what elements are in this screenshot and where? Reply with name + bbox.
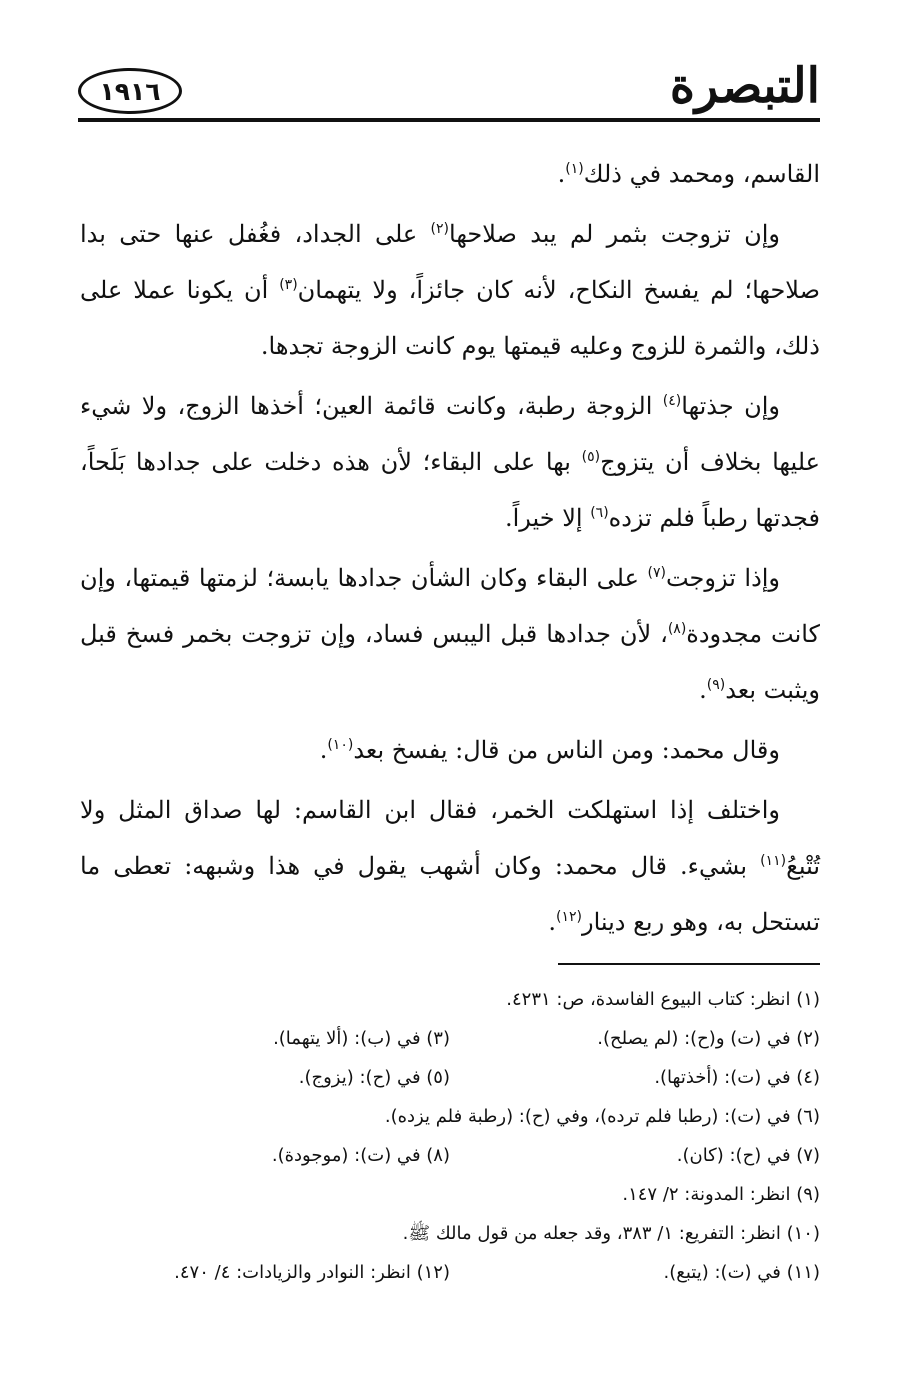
footnote-row: [80, 1097, 820, 1136]
footnote-1: (١) انظر: كتاب البيوع الفاسدة، ص: ٤٢٣١.: [506, 989, 820, 1010]
footnote-row: [80, 1136, 820, 1175]
page-number: ١٩١٦: [99, 76, 161, 106]
text: .: [319, 736, 328, 764]
paragraph-3: [80, 378, 820, 546]
footnote-11: (١١) في (ت): (يتبع).: [663, 1262, 820, 1283]
page-number-badge: [78, 68, 182, 114]
footnote-ref: (٤): [662, 393, 682, 409]
footnote-ref: (١): [565, 161, 584, 177]
main-text: [80, 146, 820, 950]
text: ، لأن جدادها قبل اليبس فساد، وإن تزوجت بخمر فسخ قبل ويثبت بعد: [80, 620, 820, 704]
footnote-row: [80, 1175, 820, 1214]
text: وقال محمد: ومن الناس من قال: يفسخ بعد: [353, 736, 780, 764]
footnotes: [80, 980, 820, 1292]
text: بشيء. قال محمد: وكان أشهب يقول في هذا وشبهه: تعطى ما تستحل به، وهو ربع دينار: [80, 852, 820, 936]
footnote-ref: (٦): [590, 505, 609, 521]
text: وإن جذتها: [681, 392, 781, 420]
text: الزوجة رطبة، وكانت قائمة العين؛ أخذها الزوج، ولا شيء عليها بخلاف أن يتزوج: [80, 392, 820, 476]
text: وإن تزوجت بثمر لم يبد صلاحها: [449, 220, 781, 248]
text: .: [699, 676, 707, 704]
footnote-7: (٧) في (ح): (كان).: [676, 1145, 820, 1166]
footnote-ref: (٧): [647, 565, 666, 581]
footnote-ref: (١٠): [327, 737, 354, 753]
footnote-4: (٤) في (ت): (أخذتها).: [654, 1067, 820, 1088]
footnote-ref: (٥): [581, 449, 601, 465]
text: واختلف إذا استهلكت الخمر، فقال ابن القاسم: لها صداق المثل ولا تُتْبعُ: [80, 796, 820, 880]
footnote-9: (٩) انظر: المدونة: ٢/ ١٤٧.: [622, 1184, 820, 1205]
text: القاسم، ومحمد في ذلك: [583, 160, 820, 188]
paragraph-5: [80, 722, 820, 778]
footnote-row: [80, 1214, 820, 1253]
footnote-ref: (٨): [667, 621, 687, 637]
footnote-separator: [558, 963, 820, 965]
footnote-ref: (١١): [760, 853, 787, 869]
paragraph-6: [80, 782, 820, 950]
footnote-2: (٢) في (ت) و(ح): (لم يصلح).: [597, 1028, 820, 1049]
footnote-ref: (١٢): [556, 909, 582, 925]
footnote-row: [80, 1019, 820, 1058]
footnote-8: (٨) في (ت): (موجودة).: [271, 1145, 450, 1166]
text: .: [548, 908, 556, 936]
text: على البقاء وكان الشأن جدادها يابسة؛ لزمتها قيمتها، وإن كانت مجدودة: [80, 564, 820, 648]
footnote-3: (٣) في (ب): (ألا يتهما).: [273, 1028, 450, 1049]
footnote-row: [80, 1058, 820, 1097]
footnote-row: [80, 980, 820, 1019]
footnote-ref: (٣): [279, 277, 298, 293]
footnote-ref: (٩): [706, 677, 726, 693]
page-header: [78, 52, 820, 124]
book-title: التبصرة: [669, 58, 820, 114]
text: بها على البقاء؛ لأن هذه دخلت على جدادها بَلَحاً، فجدتها رطباً فلم تزده: [80, 448, 820, 532]
text: أن يكونا عملا على ذلك، والثمرة للزوج وعليه قيمتها يوم كانت الزوجة تجدها.: [80, 276, 820, 360]
footnote-5: (٥) في (ح): (يزوج).: [298, 1067, 450, 1088]
header-rule: [78, 118, 820, 122]
paragraph-4: [80, 550, 820, 718]
footnote-10: (١٠) انظر: التفريع: ١/ ٣٨٣، وقد جعله من قول مالك ﷺ.: [402, 1223, 820, 1244]
footnote-6: (٦) في (ت): (رطبا فلم ترده)، وفي (ح): (رطبة فلم يزده).: [384, 1106, 820, 1127]
text: وإذا تزوجت: [665, 564, 781, 592]
paragraph-1: [80, 146, 820, 202]
footnote-ref: (٢): [430, 221, 449, 237]
text: .: [557, 160, 566, 188]
text: على الجداد، فغُفل عنها حتى بدا صلاحها؛ لم يفسخ النكاح، لأنه كان جائزاً، ولا يتهمان: [80, 220, 820, 304]
paragraph-2: [80, 206, 820, 374]
footnote-12: (١٢) انظر: النوادر والزيادات: ٤/ ٤٧٠.: [174, 1262, 450, 1283]
footnote-row: [80, 1253, 820, 1292]
text: إلا خيراً.: [504, 504, 591, 532]
